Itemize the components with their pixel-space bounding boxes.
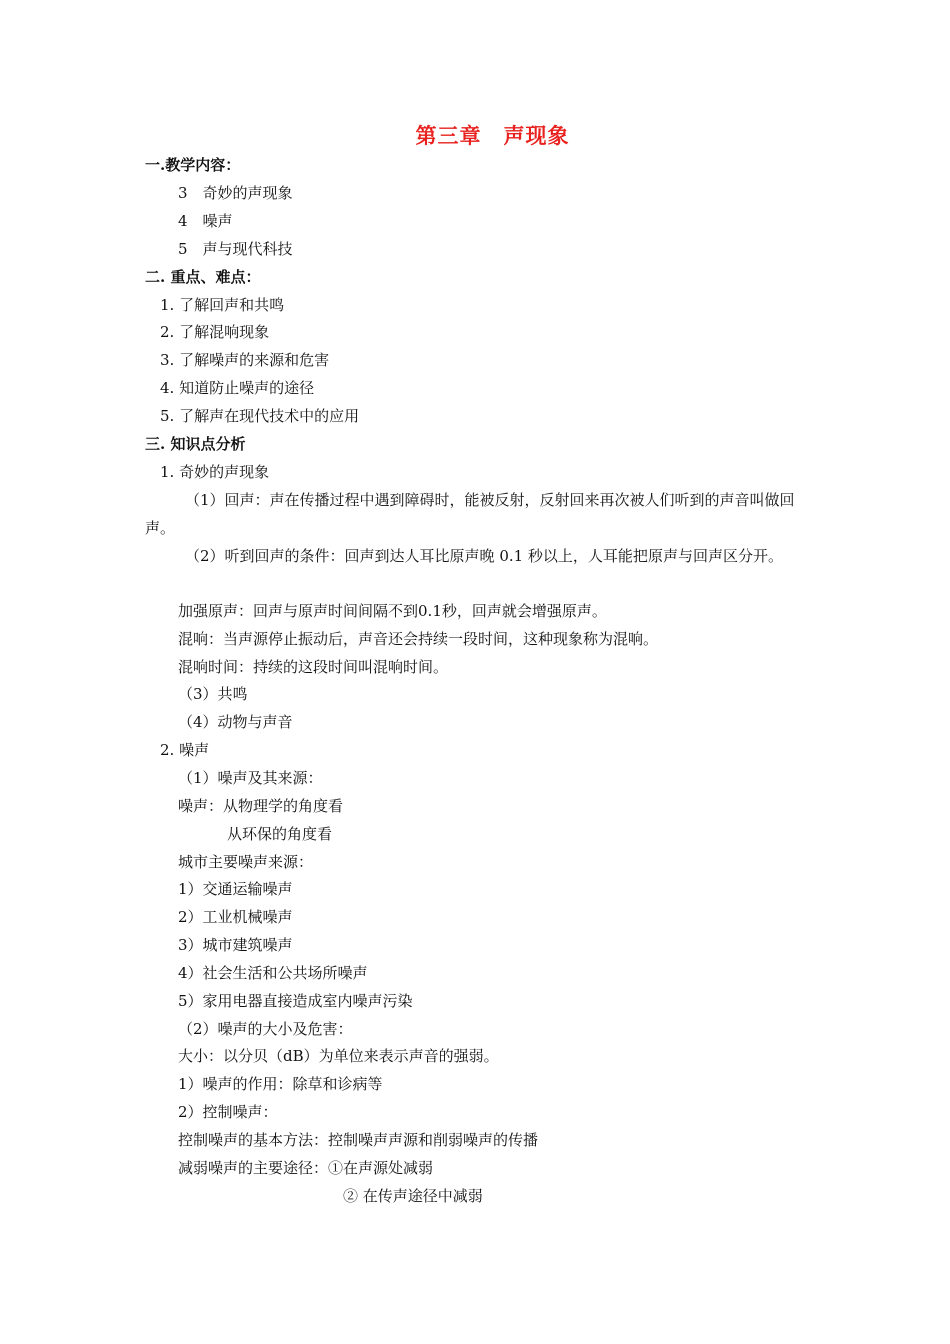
text-control-method: 控制噪声的基本方法：控制噪声声源和削弱噪声的传播 [178, 1131, 539, 1149]
title-topic: 声现象 [503, 123, 570, 148]
text-noise-level-heading: （2）噪声的大小及危害： [178, 1020, 353, 1038]
title-chapter: 第三章 [415, 123, 482, 148]
content-item-3: 5 声与现代科技 [178, 240, 293, 258]
content-item-1: 3 奇妙的声现象 [178, 184, 293, 202]
section-heading-content: 一.教学内容： [145, 156, 241, 174]
page-title [0, 120, 950, 150]
text-noise-use: 1）噪声的作用：除草和诊病等 [178, 1075, 383, 1093]
keypoint-item-2: 2. 了解混响现象 [160, 323, 270, 341]
section-heading-analysis: 三. 知识点分析 [145, 435, 246, 453]
paragraph-echo-condition: （2）听到回声的条件：回声到达人耳比原声晚 0.1 秒以上，人耳能把原声与回声区分开。 [185, 547, 783, 565]
noise-source-3: 3）城市建筑噪声 [178, 936, 293, 954]
text-city-noise-sources: 城市主要噪声来源： [178, 853, 314, 871]
text-animals: （4）动物与声音 [178, 713, 293, 731]
text-resonance: （3）共鸣 [178, 685, 248, 703]
text-noise-environment: 从环保的角度看 [227, 825, 333, 843]
noise-source-1: 1）交通运输噪声 [178, 880, 293, 898]
keypoint-item-3: 3. 了解噪声的来源和危害 [160, 351, 330, 369]
noise-source-4: 4）社会生活和公共场所噪声 [178, 964, 368, 982]
section-heading-keypoints: 二. 重点、难点： [145, 268, 261, 286]
text-reinforce: 加强原声：回声与原声时间间隔不到0.1秒，回声就会增强原声。 [178, 602, 607, 620]
subsection-heading-sound: 1. 奇妙的声现象 [160, 463, 270, 481]
text-reverberation: 混响：当声源停止振动后，声音还会持续一段时间，这种现象称为混响。 [178, 630, 659, 648]
noise-source-5: 5）家用电器直接造成室内噪声污染 [178, 992, 413, 1010]
subsection-heading-noise: 2. 噪声 [160, 741, 210, 759]
noise-source-2: 2）工业机械噪声 [178, 908, 293, 926]
text-noise-level: 大小：以分贝（dB）为单位来表示声音的强弱。 [178, 1047, 499, 1065]
keypoint-item-4: 4. 知道防止噪声的途径 [160, 379, 315, 397]
keypoint-item-1: 1. 了解回声和共鸣 [160, 296, 285, 314]
paragraph-echo: （1）回声：声在传播过程中遇到障碍时，能被反射，反射回来再次被人们听到的声音叫做回声。 [145, 491, 795, 537]
text-noise-source-heading: （1）噪声及其来源： [178, 769, 323, 787]
content-item-2: 4 噪声 [178, 212, 233, 230]
keypoint-item-5: 5. 了解声在现代技术中的应用 [160, 407, 360, 425]
text-reverb-time: 混响时间：持续的这段时间叫混响时间。 [178, 658, 449, 676]
text-noise-control: 2）控制噪声： [178, 1103, 278, 1121]
text-reduce-way-2: ② 在传声途径中减弱 [343, 1187, 483, 1205]
text-reduce-way-1: 减弱噪声的主要途径：①在声源处减弱 [178, 1159, 434, 1177]
text-noise-physics: 噪声：从物理学的角度看 [178, 797, 344, 815]
